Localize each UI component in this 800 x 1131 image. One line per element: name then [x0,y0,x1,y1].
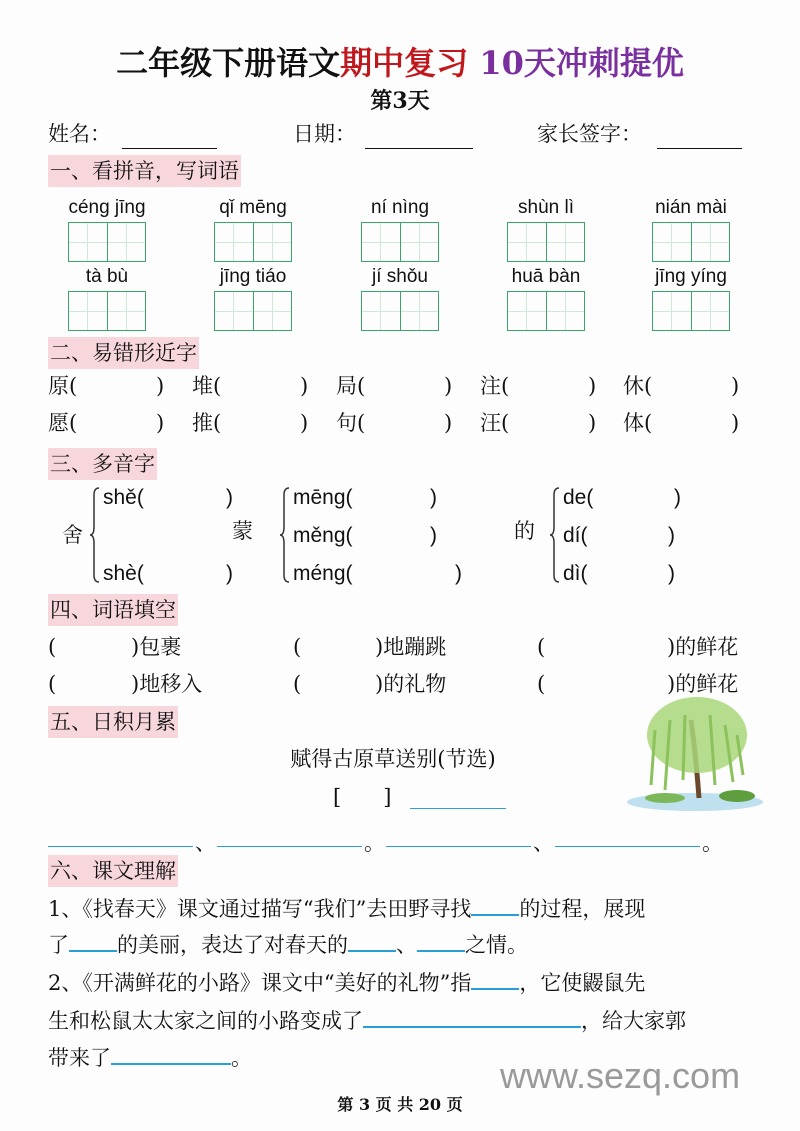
grid-cell[interactable] [653,223,692,261]
close-paren: ) [668,524,675,547]
date-label: 日期： [293,122,356,146]
title-part: 二年级下册语文 [116,44,341,82]
fill-blank-text: )的礼物 [375,672,447,696]
close-paren: ) [444,411,453,435]
fill-blank-text: ( [48,635,57,659]
punctuation: 。 [702,831,723,855]
close-paren: ) [674,486,681,509]
watermark: www.sezq.com [500,1055,741,1096]
text: 带来了 [48,1046,111,1070]
close-paren: ) [300,374,309,398]
grid-cell[interactable] [401,292,439,330]
writing-grid[interactable] [652,222,730,262]
answer-blank[interactable] [69,930,117,952]
punctuation: 、 [195,831,216,855]
text: 之情。 [465,933,528,957]
fill-blank-text: )的鲜花 [667,672,739,696]
text: ，给大家郭 [581,1009,686,1033]
pinyin-prompt: jīng tiáo [219,266,287,287]
pinyin-di2: dí( [563,524,588,547]
fill-blank-text: ( [537,635,546,659]
fill-blank-text: )地蹦跳 [375,635,447,659]
question-2-line-1 [48,968,645,997]
fill-blank-text: )的鲜花 [667,635,739,659]
writing-grid[interactable] [507,222,585,262]
name-field[interactable] [122,122,217,149]
similar-char: 句( [336,411,366,435]
pinyin-prompt: qǐ mēng [219,197,287,218]
punctuation: 、 [533,831,554,855]
answer-blank[interactable] [417,930,465,952]
close-paren: ) [731,411,740,435]
text: 1、《找春天》课文通过描写“我们”去田野寻找 [48,897,472,921]
pinyin-prompt: nián mài [655,197,727,218]
pinyin-she3: shě( [103,486,144,509]
writing-grid[interactable] [68,222,146,262]
close-paren: ) [731,374,740,398]
pinyin-prompt: jí shǒu [372,266,428,287]
similar-char: 堆( [192,374,222,398]
section-3-heading: 三、多音字 [48,448,157,480]
parent-signature-field[interactable] [657,122,742,149]
similar-char: 愿( [48,411,78,435]
pinyin-de: de( [563,486,594,509]
pinyin-meng2: méng( [293,562,353,585]
answer-blank[interactable] [111,1043,231,1065]
text: 2、《开满鲜花的小路》课文中“美好的礼物”指 [48,971,472,995]
question-1-line-1 [48,894,645,923]
answer-blank[interactable] [363,1006,581,1028]
grid-cell[interactable] [653,292,692,330]
close-paren: ) [668,562,675,585]
parent-signature-label: 家长签字： [537,122,642,146]
question-2-line-3 [48,1043,252,1072]
writing-grid[interactable] [68,291,146,331]
writing-grid[interactable] [214,222,292,262]
brace [89,487,101,583]
close-paren: ) [455,562,462,585]
text: 的过程，展现 [519,897,646,921]
pinyin-she4: shè( [103,562,144,585]
close-paren: ) [156,411,165,435]
close-paren: ) [226,562,233,585]
pinyin-prompt: huā bàn [511,266,581,287]
answer-blank[interactable] [471,968,519,990]
pinyin-prompt: tà bù [85,266,129,287]
similar-char: 推( [192,411,222,435]
similar-char: 原( [48,374,78,398]
fill-blank-text: ( [48,672,57,696]
writing-grid[interactable] [214,291,292,331]
fill-blank-text: )包裹 [131,635,182,659]
grid-cell[interactable] [215,223,254,261]
pinyin-prompt: jīng yíng [655,266,727,287]
grid-cell[interactable] [108,223,146,261]
poly-char-3: 的 [514,519,535,543]
grid-cell[interactable] [254,223,292,261]
close-paren: ) [156,374,165,398]
section-6-heading: 六、课文理解 [48,855,178,887]
text: ，它使鼹鼠先 [519,971,646,995]
similar-char: 休( [623,374,653,398]
poly-char-2: 蒙 [232,519,253,543]
name-label: 姓名： [48,122,111,146]
grid-cell[interactable] [508,292,547,330]
pinyin-meng3: měng( [293,524,353,547]
answer-blank[interactable] [348,930,396,952]
poem-line-blank-3[interactable] [386,824,531,847]
text: 了 [48,933,69,957]
title-part-red: 期中复习 [340,44,469,82]
day-label: 第3天 [370,88,430,114]
similar-char: 注( [480,374,510,398]
poem-line-blank-1[interactable] [48,824,193,847]
text: 生和松鼠太太家之间的小路变成了 [48,1009,363,1033]
similar-char: 汪( [480,411,510,435]
close-paren: ) [300,411,309,435]
pinyin-prompt: ní nìng [370,197,430,218]
grid-cell[interactable] [362,223,401,261]
pinyin-prompt: shùn lì [518,197,574,218]
close-paren: ) [444,374,453,398]
grid-cell[interactable] [254,292,292,330]
worksheet-title [0,44,800,82]
close-paren: ) [588,374,597,398]
brace [549,487,561,583]
section-2-heading: 二、易错形近字 [48,337,199,369]
title-part-purple: 10天冲刺提优 [479,44,684,82]
similar-char: 局( [336,374,366,398]
text: 的美丽，表达了对春天的 [117,933,348,957]
pinyin-di4: dì( [563,562,588,585]
poem-line-blank-2[interactable] [217,824,362,847]
grid-cell[interactable] [362,292,401,330]
similar-char: 体( [623,411,653,435]
writing-grid[interactable] [361,291,439,331]
close-paren: ) [226,486,233,509]
question-2-line-2 [48,1006,686,1035]
close-paren: ) [588,411,597,435]
writing-grid[interactable] [652,291,730,331]
grid-cell[interactable] [692,223,730,261]
grid-cell[interactable] [69,223,108,261]
text: 、 [396,933,417,957]
text: 。 [231,1046,252,1070]
grid-cell[interactable] [69,292,108,330]
writing-grid[interactable] [361,222,439,262]
poem-title: 赋得古原草送别(节选) [290,747,496,771]
poem-author-blank[interactable] [410,786,506,809]
fill-blank-text: ( [537,672,546,696]
section-5-heading: 五、日积月累 [48,706,178,738]
punctuation: 。 [364,831,385,855]
grid-cell[interactable] [692,292,730,330]
pinyin-meng1: mēng( [293,486,353,509]
grid-cell[interactable] [108,292,146,330]
fill-blank-text: )地移入 [131,672,203,696]
page-footer: 第 3 页 共 20 页 [337,1095,463,1114]
poem-line-blank-4[interactable] [555,824,700,847]
section-1-heading: 一、看拼音，写词语 [48,155,241,187]
date-field[interactable] [365,122,473,149]
question-1-line-2 [48,930,528,959]
fill-blank-text: ( [293,635,302,659]
close-paren: ) [430,486,437,509]
poly-char-1: 舍 [62,523,83,547]
pinyin-prompt: céng jīng [68,197,146,218]
brace [279,487,291,583]
close-paren: ) [430,524,437,547]
grid-cell[interactable] [508,223,547,261]
grid-cell[interactable] [547,223,585,261]
answer-blank[interactable] [471,894,519,916]
writing-grid[interactable] [507,291,585,331]
grid-cell[interactable] [215,292,254,330]
grid-cell[interactable] [547,292,585,330]
grid-cell[interactable] [401,223,439,261]
section-4-heading: 四、词语填空 [48,594,178,626]
fill-blank-text: ( [293,672,302,696]
poem-dynasty-bracket[interactable]: [ ] [333,785,392,809]
